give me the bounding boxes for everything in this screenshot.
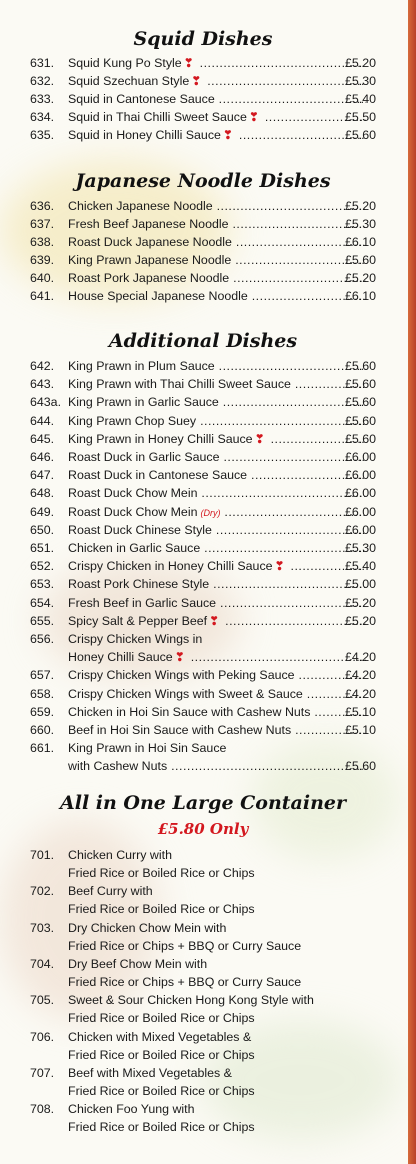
item-price: £4.20 bbox=[344, 686, 376, 701]
item-price: £6.10 bbox=[344, 235, 376, 249]
item-name bbox=[68, 1028, 366, 1046]
item-name bbox=[68, 1100, 366, 1118]
section-title: Squid Dishes bbox=[133, 28, 273, 50]
item-name bbox=[68, 539, 366, 557]
item-name-text: Sweet & Sour Chicken Hong Kong Style with bbox=[68, 993, 314, 1008]
menu-item bbox=[0, 666, 406, 684]
item-number: 644. bbox=[30, 413, 55, 428]
item-name-text: Spicy Salt & Pepper Beef bbox=[68, 613, 208, 628]
item-name bbox=[68, 594, 366, 612]
item-number: 652. bbox=[30, 559, 55, 574]
menu-item-continued bbox=[0, 1046, 406, 1064]
item-name-text: Squid in Thai Chilli Sweet Sauce bbox=[68, 110, 247, 124]
item-name-line2 bbox=[68, 1009, 366, 1027]
item-name-text: King Prawn Japanese Noodle bbox=[68, 253, 232, 267]
menu-item bbox=[0, 721, 406, 739]
menu-item bbox=[0, 215, 406, 233]
menu-item-continued bbox=[0, 1009, 406, 1027]
menu-item bbox=[0, 357, 406, 375]
item-name bbox=[68, 703, 366, 721]
item-name-text: Crispy Chicken Wings with Sweet & Sauce bbox=[68, 686, 303, 701]
item-name-text: Chicken in Garlic Sauce bbox=[68, 541, 201, 555]
item-name bbox=[68, 233, 366, 251]
item-price: £5.60 bbox=[344, 359, 376, 373]
item-name-line2-text: Fried Rice or Chips + BBQ or Curry Sauce bbox=[68, 938, 302, 953]
menu-item bbox=[0, 251, 406, 269]
menu-item bbox=[0, 539, 406, 557]
item-name bbox=[68, 287, 366, 305]
item-name-line2 bbox=[68, 937, 366, 955]
item-name-text: Beef in Hoi Sin Sauce with Cashew Nuts bbox=[68, 723, 292, 737]
item-name-text: Roast Duck Chow Mein bbox=[68, 504, 198, 519]
item-note: (Dry) bbox=[200, 507, 221, 518]
item-price: £6.00 bbox=[344, 450, 376, 464]
item-price: £5.60 bbox=[344, 413, 376, 428]
item-name bbox=[68, 448, 366, 466]
page-edge bbox=[408, 0, 416, 1164]
item-number: 702. bbox=[30, 884, 55, 899]
item-price: £6.00 bbox=[344, 468, 376, 483]
item-name bbox=[68, 882, 366, 900]
item-name bbox=[68, 919, 366, 937]
menu-item bbox=[0, 484, 406, 502]
menu-item bbox=[0, 375, 406, 393]
item-name-text: King Prawn with Thai Chilli Sweet Sauce bbox=[68, 377, 291, 392]
item-price: £4.20 bbox=[344, 668, 376, 683]
item-name-line2-text: Fried Rice or Boiled Rice or Chips bbox=[68, 1083, 255, 1098]
item-number: 654. bbox=[30, 595, 55, 610]
item-name bbox=[68, 197, 366, 215]
item-name bbox=[68, 393, 366, 411]
item-name-text: Squid in Cantonese Sauce bbox=[68, 92, 215, 106]
chilli-pepper-icon: ❣ bbox=[248, 110, 259, 124]
item-number: 642. bbox=[30, 359, 55, 373]
item-name-text: Roast Duck in Garlic Sauce bbox=[68, 450, 220, 464]
item-name bbox=[68, 108, 366, 126]
menu-item bbox=[0, 991, 406, 1009]
item-price: £5.30 bbox=[344, 217, 376, 231]
menu-item bbox=[0, 393, 406, 411]
item-number: 706. bbox=[30, 1029, 55, 1044]
item-number: 653. bbox=[30, 577, 55, 592]
menu-item bbox=[0, 612, 406, 630]
item-name-text: Beef Curry with bbox=[68, 884, 153, 899]
menu-item bbox=[0, 197, 406, 215]
item-price: £5.00 bbox=[344, 577, 376, 592]
menu-item-continued bbox=[0, 900, 406, 918]
item-number: 640. bbox=[30, 271, 55, 285]
item-name-text: Beef with Mixed Vegetables & bbox=[68, 1065, 232, 1080]
item-name-text: Dry Chicken Chow Mein with bbox=[68, 920, 227, 935]
item-price: £5.10 bbox=[344, 723, 376, 737]
chilli-pepper-icon: ❣ bbox=[174, 650, 185, 665]
item-name-line2-text: with Cashew Nuts bbox=[68, 759, 168, 774]
item-name-line2-text: Fried Rice or Boiled Rice or Chips bbox=[68, 1011, 255, 1026]
menu-item bbox=[0, 739, 406, 757]
item-price: £5.60 bbox=[344, 128, 376, 142]
item-number: 655. bbox=[30, 613, 55, 628]
item-number: 631. bbox=[30, 56, 55, 70]
menu-item bbox=[0, 846, 406, 864]
item-name-text: Roast Duck Chow Mein bbox=[68, 486, 198, 501]
item-number: 649. bbox=[30, 504, 55, 519]
item-price: £6.00 bbox=[344, 522, 376, 537]
item-number: 634. bbox=[30, 110, 55, 124]
item-price: £5.60 bbox=[344, 377, 376, 392]
item-number: 641. bbox=[30, 289, 55, 303]
item-number: 637. bbox=[30, 217, 55, 231]
item-name-text: Chicken in Hoi Sin Sauce with Cashew Nuts bbox=[68, 704, 311, 719]
item-name-line2 bbox=[68, 1046, 366, 1064]
chilli-pepper-icon: ❣ bbox=[222, 128, 233, 142]
menu-item bbox=[0, 126, 406, 144]
item-name bbox=[68, 126, 366, 144]
item-name bbox=[68, 666, 366, 684]
item-name bbox=[68, 430, 366, 448]
item-name-line2-text: Fried Rice or Chips + BBQ or Curry Sauce bbox=[68, 975, 302, 990]
item-price: £6.00 bbox=[344, 486, 376, 501]
item-number: 636. bbox=[30, 199, 55, 213]
item-price: £5.20 bbox=[344, 199, 376, 213]
item-name bbox=[68, 215, 366, 233]
item-name-text: Fresh Beef in Garlic Sauce bbox=[68, 595, 217, 610]
item-price: £5.40 bbox=[344, 559, 376, 574]
item-name bbox=[68, 269, 366, 287]
item-name bbox=[68, 54, 366, 72]
menu-item bbox=[0, 430, 406, 448]
item-name bbox=[68, 991, 366, 1009]
item-name bbox=[68, 503, 366, 522]
menu-item bbox=[0, 233, 406, 251]
menu-item-continued bbox=[0, 864, 406, 882]
item-name-line2 bbox=[68, 973, 366, 991]
offer-price: £5.80 Only bbox=[157, 820, 249, 838]
item-price: £6.10 bbox=[344, 289, 376, 303]
item-name-line2 bbox=[68, 1118, 366, 1136]
item-number: 708. bbox=[30, 1102, 55, 1117]
chilli-pepper-icon: ❣ bbox=[274, 559, 285, 574]
menu-item bbox=[0, 630, 406, 648]
menu-item bbox=[0, 685, 406, 703]
item-name-text: King Prawn in Honey Chilli Sauce bbox=[68, 431, 253, 446]
item-name-text: Crispy Chicken in Honey Chilli Sauce bbox=[68, 559, 273, 574]
item-number: 659. bbox=[30, 704, 55, 719]
item-name-text: Chicken with Mixed Vegetables & bbox=[68, 1029, 252, 1044]
item-price: £5.20 bbox=[344, 271, 376, 285]
item-number: 707. bbox=[30, 1065, 55, 1080]
item-name bbox=[68, 575, 366, 593]
item-price: £5.60 bbox=[344, 431, 376, 446]
section-title: Additional Dishes bbox=[108, 330, 298, 352]
item-number: 632. bbox=[30, 74, 55, 88]
item-name-text: King Prawn in Plum Sauce bbox=[68, 359, 215, 373]
menu-item bbox=[0, 287, 406, 305]
item-name-text: Squid Szechuan Style bbox=[68, 74, 190, 88]
item-name-text: Roast Duck Chinese Style bbox=[68, 522, 212, 537]
item-name bbox=[68, 521, 366, 539]
item-name bbox=[68, 412, 366, 430]
item-number: 651. bbox=[30, 541, 55, 555]
item-number: 703. bbox=[30, 920, 55, 935]
item-number: 643. bbox=[30, 377, 55, 392]
item-name-line2-text: Fried Rice or Boiled Rice or Chips bbox=[68, 866, 255, 881]
item-name-line2-text: Fried Rice or Boiled Rice or Chips bbox=[68, 1047, 255, 1062]
item-name bbox=[68, 739, 366, 757]
item-number: 639. bbox=[30, 253, 55, 267]
item-name bbox=[68, 557, 366, 575]
menu-item bbox=[0, 919, 406, 937]
item-name bbox=[68, 721, 366, 739]
item-price: £5.20 bbox=[344, 56, 376, 70]
item-name-line2-text: Fried Rice or Boiled Rice or Chips bbox=[68, 1120, 255, 1135]
menu-item-continued bbox=[0, 1118, 406, 1136]
menu-item-continued bbox=[0, 1082, 406, 1100]
item-number: 705. bbox=[30, 993, 55, 1008]
item-name-text: Crispy Chicken Wings with Peking Sauce bbox=[68, 668, 295, 683]
item-name bbox=[68, 484, 366, 502]
menu-item-continued bbox=[0, 973, 406, 991]
menu-item bbox=[0, 1028, 406, 1046]
item-price: £4.20 bbox=[344, 650, 376, 665]
item-number: 643a. bbox=[30, 395, 62, 410]
item-name-text: Chicken Curry with bbox=[68, 848, 172, 862]
menu-item bbox=[0, 54, 406, 72]
item-name-text: Fresh Beef Japanese Noodle bbox=[68, 217, 229, 231]
item-price: £5.30 bbox=[344, 74, 376, 88]
item-number: 657. bbox=[30, 668, 55, 683]
item-number: 658. bbox=[30, 686, 55, 701]
item-name bbox=[68, 846, 366, 864]
menu-item bbox=[0, 466, 406, 484]
item-name-text: King Prawn in Garlic Sauce bbox=[68, 395, 219, 410]
menu-item bbox=[0, 503, 406, 521]
section-title: All in One Large Container bbox=[59, 792, 346, 814]
item-price: £5.30 bbox=[344, 541, 376, 555]
chilli-pepper-icon: ❣ bbox=[183, 56, 194, 70]
item-name-text: King Prawn Chop Suey bbox=[68, 413, 197, 428]
item-name bbox=[68, 90, 366, 108]
item-price: £5.50 bbox=[344, 110, 376, 124]
item-name-text: Dry Beef Chow Mein with bbox=[68, 956, 208, 971]
menu-item bbox=[0, 594, 406, 612]
item-name-text: Squid in Honey Chilli Sauce bbox=[68, 128, 221, 142]
menu-item bbox=[0, 1100, 406, 1118]
item-name-text: Roast Duck in Cantonese Sauce bbox=[68, 468, 248, 483]
item-price: £5.60 bbox=[344, 395, 376, 410]
item-name-line2 bbox=[68, 900, 366, 918]
item-name bbox=[68, 612, 366, 630]
menu-item bbox=[0, 412, 406, 430]
menu-item bbox=[0, 703, 406, 721]
menu-item bbox=[0, 448, 406, 466]
item-number: 660. bbox=[30, 723, 55, 737]
item-number: 661. bbox=[30, 741, 55, 756]
menu-item bbox=[0, 575, 406, 593]
menu-item bbox=[0, 72, 406, 90]
item-price: £5.20 bbox=[344, 613, 376, 628]
chilli-pepper-icon: ❣ bbox=[191, 74, 202, 88]
menu-item bbox=[0, 557, 406, 575]
item-name-line2 bbox=[68, 864, 366, 882]
item-name bbox=[68, 685, 366, 703]
menu-item bbox=[0, 90, 406, 108]
item-name bbox=[68, 72, 366, 90]
item-name-line2 bbox=[68, 648, 366, 666]
menu-item-continued bbox=[0, 648, 406, 666]
item-name bbox=[68, 251, 366, 269]
item-price: £5.20 bbox=[344, 595, 376, 610]
menu-item bbox=[0, 1064, 406, 1082]
chilli-pepper-icon: ❣ bbox=[254, 431, 265, 446]
item-number: 704. bbox=[30, 956, 55, 971]
item-name-text: Chicken Foo Yung with bbox=[68, 1102, 195, 1117]
item-number: 650. bbox=[30, 522, 55, 537]
item-number: 635. bbox=[30, 128, 55, 142]
item-number: 656. bbox=[30, 632, 55, 646]
item-name-line2 bbox=[68, 1082, 366, 1100]
item-name-line2 bbox=[68, 757, 366, 775]
item-name bbox=[68, 1064, 366, 1082]
menu-item bbox=[0, 882, 406, 900]
item-name bbox=[68, 357, 366, 375]
item-name bbox=[68, 466, 366, 484]
item-number: 645. bbox=[30, 431, 55, 446]
menu-item bbox=[0, 955, 406, 973]
item-name-text: Roast Pork Chinese Style bbox=[68, 577, 210, 592]
item-name-line2-text: Fried Rice or Boiled Rice or Chips bbox=[68, 902, 255, 917]
item-number: 701. bbox=[30, 848, 55, 862]
section-title: Japanese Noodle Dishes bbox=[75, 170, 331, 192]
item-price: £5.10 bbox=[344, 704, 376, 719]
menu-item bbox=[0, 108, 406, 126]
item-number: 648. bbox=[30, 486, 55, 501]
item-name-text: Roast Duck Japanese Noodle bbox=[68, 235, 232, 249]
item-price: £5.60 bbox=[344, 759, 376, 774]
item-price: £6.00 bbox=[344, 504, 376, 519]
item-name bbox=[68, 375, 366, 393]
menu-item-continued bbox=[0, 757, 406, 775]
menu-item-continued bbox=[0, 937, 406, 955]
menu-item bbox=[0, 521, 406, 539]
item-name bbox=[68, 630, 366, 648]
item-number: 646. bbox=[30, 450, 55, 464]
item-number: 638. bbox=[30, 235, 55, 249]
item-name-text: King Prawn in Hoi Sin Sauce bbox=[68, 741, 227, 756]
chilli-pepper-icon: ❣ bbox=[209, 613, 220, 628]
item-price: £5.60 bbox=[344, 253, 376, 267]
item-number: 633. bbox=[30, 92, 55, 106]
item-name-line2-text: Honey Chilli Sauce bbox=[68, 650, 173, 665]
item-name-text: Squid Kung Po Style bbox=[68, 56, 182, 70]
item-number: 647. bbox=[30, 468, 55, 483]
item-name-text: Chicken Japanese Noodle bbox=[68, 199, 213, 213]
item-name-text: Roast Pork Japanese Noodle bbox=[68, 271, 230, 285]
menu-item bbox=[0, 269, 406, 287]
item-price: £5.40 bbox=[344, 92, 376, 106]
item-name-text: House Special Japanese Noodle bbox=[68, 289, 248, 303]
item-name bbox=[68, 955, 366, 973]
item-name-text: Crispy Chicken Wings in bbox=[68, 632, 203, 646]
